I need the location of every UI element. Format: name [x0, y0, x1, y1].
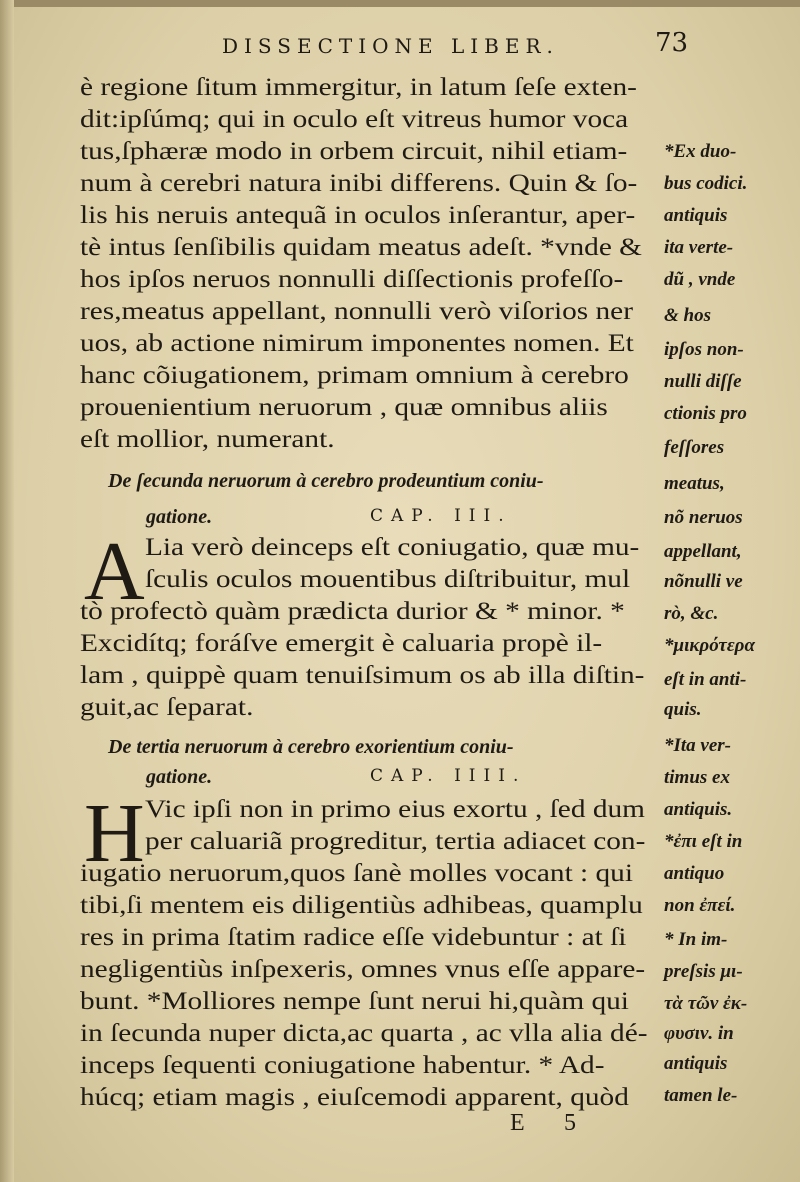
text-line: eſt mollior, numerant.: [80, 424, 335, 453]
text-line: uos, ab actione nimirum imponentes nomen. Et: [80, 328, 634, 357]
chapter-label: CAP. IIII.: [370, 766, 527, 786]
text-line: tè intus ſenſibilis quidam meatus adeſt. *vnde &: [80, 232, 642, 261]
section-caption-cont: gatione.: [146, 506, 213, 528]
drop-capital: H: [84, 787, 145, 880]
section-caption-cont: gatione.: [146, 766, 213, 788]
margin-note: ctionis pro: [664, 403, 747, 424]
margin-note: τὰ τῶν ἐκ-: [664, 993, 748, 1014]
page-number: 73: [655, 28, 689, 58]
text-line: hos ipſos neruos nonnulli diſſectionis profeſſo-: [80, 264, 624, 293]
text-line: per caluariã progreditur, tertia adiacet con-: [145, 826, 646, 855]
running-title: DISSECTIONE LIBER.: [222, 34, 559, 58]
text-line: lam , quippè quam tenuiſsimum os ab illa diſtin-: [80, 660, 645, 689]
text-line: num à cerebri natura inibi differens. Quin & ſo-: [80, 168, 638, 197]
text-line: lis his neruis antequã in oculos inſerantur, aper-: [80, 200, 636, 229]
margin-note: *ἐπι eſt in: [664, 831, 743, 852]
margin-note: bus codici.: [664, 173, 748, 194]
margin-note: ita verte-: [664, 237, 734, 258]
margin-note: rò, &c.: [664, 603, 719, 624]
text-line: dit:ipſúmq; qui in oculo eſt vitreus humor voca: [80, 104, 629, 133]
margin-note: nulli diſſe: [664, 371, 742, 392]
margin-note: dũ , vnde: [664, 269, 736, 290]
margin-note: antiquo: [664, 863, 725, 884]
margin-note: meatus,: [664, 473, 725, 494]
text-line: tus,ſphæræ modo in orbem circuit, nihil etiam-: [80, 136, 628, 165]
text-line: inceps ſequenti coniugatione habentur. * Ad-: [80, 1050, 605, 1079]
margin-note: ipſos non-: [664, 339, 744, 360]
margin-note: φυσιν. in: [664, 1023, 734, 1044]
text-line: Vic ipſi non in primo eius exortu , ſed dum: [145, 794, 645, 823]
margin-note: eſt in anti-: [664, 669, 747, 690]
margin-note: nõnulli ve: [664, 571, 743, 592]
text-line: res in prima ſtatim radice eſſe videbuntur : at ſi: [80, 922, 627, 951]
text-line: è regione ſitum immergitur, in latum ſeſe exten-: [80, 72, 637, 101]
margin-note: antiquis.: [664, 799, 733, 820]
margin-note: tamen le-: [664, 1085, 738, 1106]
margin-note: appellant,: [664, 541, 742, 562]
margin-note: *Ex duo-: [664, 141, 737, 162]
margin-note: *Ita ver-: [664, 735, 732, 756]
drop-capital: A: [84, 525, 145, 618]
text-line: Lia verò deinceps eſt coniugatio, quæ mu-: [145, 532, 640, 561]
margin-note: non ἐπεί.: [664, 895, 736, 916]
text-line: iugatio neruorum,quos ſanè molles vocant : qui: [80, 858, 634, 887]
margin-note: feſſores: [664, 437, 725, 458]
text-line: prouenientium neruorum , quæ omnibus aliis: [80, 392, 608, 421]
text-line: negligentiùs inſpexeris, omnes vnus eſſe appare-: [80, 954, 646, 983]
text-line: tò profectò quàm prædicta durior & * minor. *: [80, 596, 625, 625]
section-caption: De tertia neruorum à cerebro exorientium coniu-: [108, 736, 514, 758]
margin-note: timus ex: [664, 767, 730, 788]
signature-number: 5: [564, 1110, 576, 1136]
text-line: húcq; etiam magis , eiuſcemodi apparent, quòd: [80, 1082, 629, 1111]
page-spine-shadow: [0, 0, 14, 1182]
text-line: ſculis oculos mouentibus diſtribuitur, mul: [145, 564, 631, 593]
page-top-edge: [0, 0, 800, 7]
text-line: guit,ac ſeparat.: [80, 692, 254, 721]
text-line: res,meatus appellant, nonnulli verò viſorios ner: [80, 296, 633, 325]
margin-note: preſsis μι-: [664, 961, 743, 982]
margin-note: nõ neruos: [664, 507, 743, 528]
text-line: bunt. *Molliores nempe ſunt nerui hi,quàm qui: [80, 986, 629, 1015]
text-line: tibi,ſi mentem eis diligentiùs adhibeas, quamplu: [80, 890, 643, 919]
section-caption: De ſecunda neruorum à cerebro prodeuntium coniu-: [108, 470, 544, 492]
signature-mark: E: [510, 1110, 525, 1136]
margin-note: quis.: [664, 699, 702, 720]
margin-note: & hos: [664, 305, 711, 326]
chapter-label: CAP. III.: [370, 506, 512, 526]
text-line: Excidítq; foráſve emergit è caluaria propè il-: [80, 628, 603, 657]
page-header: [0, 28, 800, 68]
text-line: in ſecunda nuper dicta,ac quarta , ac vlla alia dé-: [80, 1018, 648, 1047]
margin-note: *μικρότερα: [664, 635, 755, 656]
margin-note: antiquis: [664, 1053, 728, 1074]
margin-note: antiquis: [664, 205, 728, 226]
margin-note: * In im-: [664, 929, 728, 950]
text-line: hanc cõiugationem, primam omnium à cerebro: [80, 360, 629, 389]
